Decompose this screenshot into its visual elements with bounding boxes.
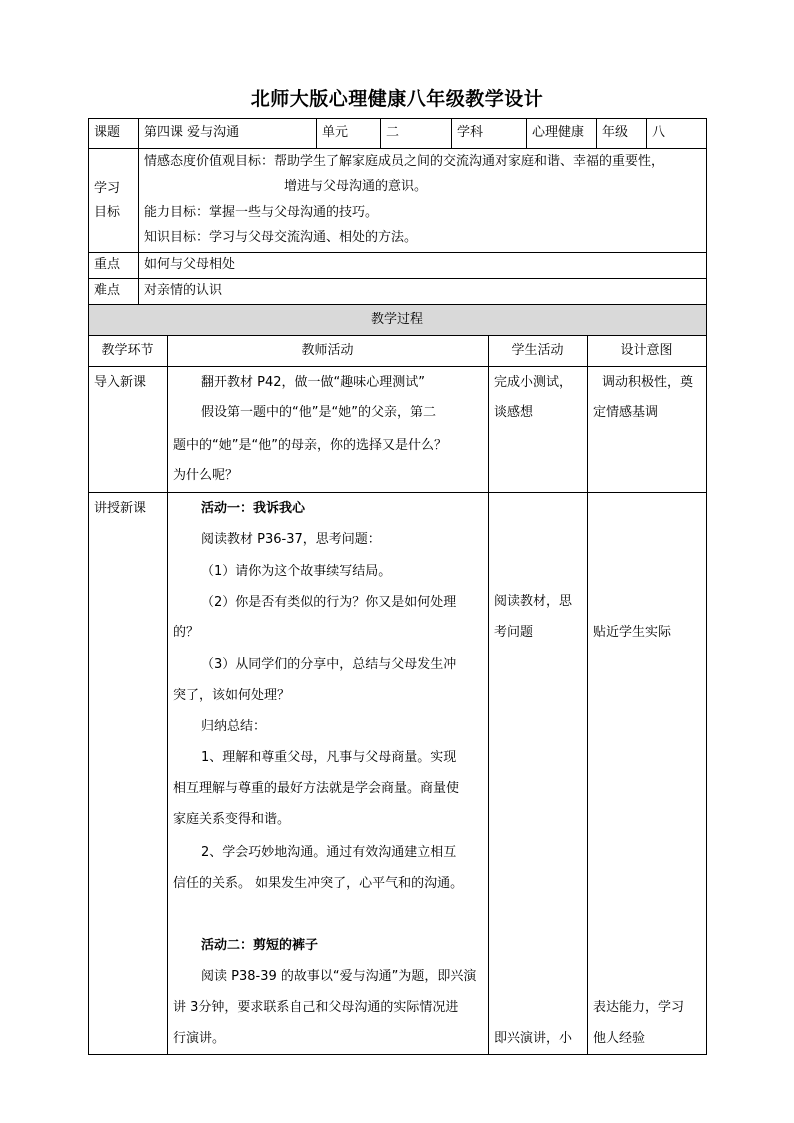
rule — [167, 335, 168, 1055]
rule — [316, 118, 317, 149]
unit-label: 单元 — [322, 125, 349, 140]
rule — [596, 118, 597, 149]
rule — [706, 118, 707, 1055]
intro-intent-line: 调动积极性，奠 — [602, 375, 694, 390]
key-point-value: 如何与父母相处 — [144, 257, 236, 272]
rule — [646, 118, 647, 149]
rule — [88, 118, 707, 119]
new-teacher-line: （3）从同学们的分享中，总结与父母发生冲 — [201, 657, 457, 672]
rule — [488, 335, 489, 1055]
new-teacher-line: 相互理解与尊重的最好方法就是学会商量。商量使 — [173, 781, 460, 796]
activity-two-heading: 活动二：剪短的裤子 — [201, 938, 319, 953]
header-teacher: 教师活动 — [301, 343, 354, 358]
topic-label: 课题 — [94, 125, 121, 140]
unit-value: 二 — [386, 125, 400, 140]
rule — [587, 335, 588, 1055]
new-intent-line: 表达能力，学习 — [593, 1000, 685, 1015]
new-teacher-line: 阅读 P38-39 的故事以“爱与沟通”为题，即兴演 — [201, 969, 477, 984]
objective-knowledge: 知识目标：学习与父母交流沟通、相处的方法。 — [144, 230, 418, 245]
rule — [88, 278, 707, 279]
intro-teacher-line: 假设第一题中的“他”是“她”的父亲，第二 — [201, 405, 436, 420]
new-intent-line: 他人经验 — [593, 1031, 646, 1046]
rule — [526, 118, 527, 149]
new-teacher-line: 行演讲。 — [173, 1031, 226, 1046]
new-teacher-line: （2）你是否有类似的行为？你又是如何处理 — [201, 595, 457, 610]
new-intent-line: 贴近学生实际 — [593, 625, 672, 640]
difficulty-label: 难点 — [94, 283, 121, 298]
rule — [380, 118, 381, 149]
intro-teacher-line: 为什么呢？ — [173, 468, 239, 483]
new-teacher-line: 突了，该如何处理？ — [173, 688, 291, 703]
page-title: 北师大版心理健康八年级教学设计 — [250, 88, 544, 110]
objective-emotion-line2: 增进与父母沟通的意识。 — [284, 179, 428, 194]
rule — [451, 118, 452, 149]
new-teacher-line: 的？ — [173, 625, 200, 640]
rule — [88, 148, 707, 149]
rule — [88, 492, 707, 493]
intro-student-line: 谈感想 — [494, 405, 534, 420]
new-teacher-line: 家庭关系变得和谐。 — [173, 812, 291, 827]
rule — [88, 1054, 707, 1055]
header-intent: 设计意图 — [620, 343, 673, 358]
subject-label: 学科 — [457, 125, 484, 140]
rule — [88, 118, 89, 1055]
difficulty-value: 对亲情的认识 — [144, 283, 223, 298]
new-student-line: 阅读教材，思 — [494, 594, 573, 609]
key-point-label: 重点 — [94, 257, 121, 272]
rule — [88, 252, 707, 253]
new-student-line: 考问题 — [494, 625, 534, 640]
intro-teacher-line: 翻开教材 P42，做一做“趣味心理测试” — [201, 375, 425, 390]
new-stage: 讲授新课 — [94, 501, 147, 516]
activity-one-heading: 活动一：我诉我心 — [201, 501, 306, 516]
new-teacher-line: 讲 3分钟，要求联系自己和父母沟通的实际情况进 — [173, 1000, 459, 1015]
new-teacher-line: （1）请你为这个故事续写结局。 — [201, 564, 392, 579]
objectives-label-line2: 目标 — [94, 205, 121, 220]
intro-intent-line: 定情感基调 — [593, 405, 659, 420]
header-stage: 教学环节 — [101, 343, 154, 358]
new-teacher-line: 2、学会巧妙地沟通。通过有效沟通建立相互 — [201, 845, 457, 860]
objective-ability: 能力目标：掌握一些与父母沟通的技巧。 — [144, 205, 379, 220]
new-teacher-line: 阅读教材 P36-37，思考问题： — [201, 532, 381, 547]
new-teacher-line: 1、理解和尊重父母，凡事与父母商量。实现 — [201, 750, 457, 765]
new-teacher-line: 归纳总结： — [201, 719, 267, 734]
intro-stage: 导入新课 — [94, 375, 147, 390]
intro-teacher-line: 题中的“她”是“他”的母亲，你的选择又是什么？ — [173, 438, 447, 453]
subject-value: 心理健康 — [532, 125, 585, 140]
topic-value: 第四课 爱与沟通 — [144, 125, 240, 140]
rule — [88, 366, 707, 367]
rule — [138, 118, 139, 305]
objectives-label-line1: 学习 — [94, 181, 121, 196]
grade-label: 年级 — [602, 125, 629, 140]
rule — [88, 304, 707, 305]
grade-value: 八 — [652, 125, 666, 140]
rule — [88, 335, 707, 336]
new-student-line: 即兴演讲，小 — [494, 1031, 573, 1046]
process-banner: 教学过程 — [370, 312, 423, 327]
objective-emotion-line1: 情感态度价值观目标：帮助学生了解家庭成员之间的交流沟通对家庭和谐、幸福的重要性， — [144, 154, 665, 169]
header-student: 学生活动 — [511, 343, 564, 358]
intro-student-line: 完成小测试， — [494, 375, 573, 390]
new-teacher-line: 信任的关系。 如果发生冲突了，心平气和的沟通。 — [173, 876, 464, 891]
